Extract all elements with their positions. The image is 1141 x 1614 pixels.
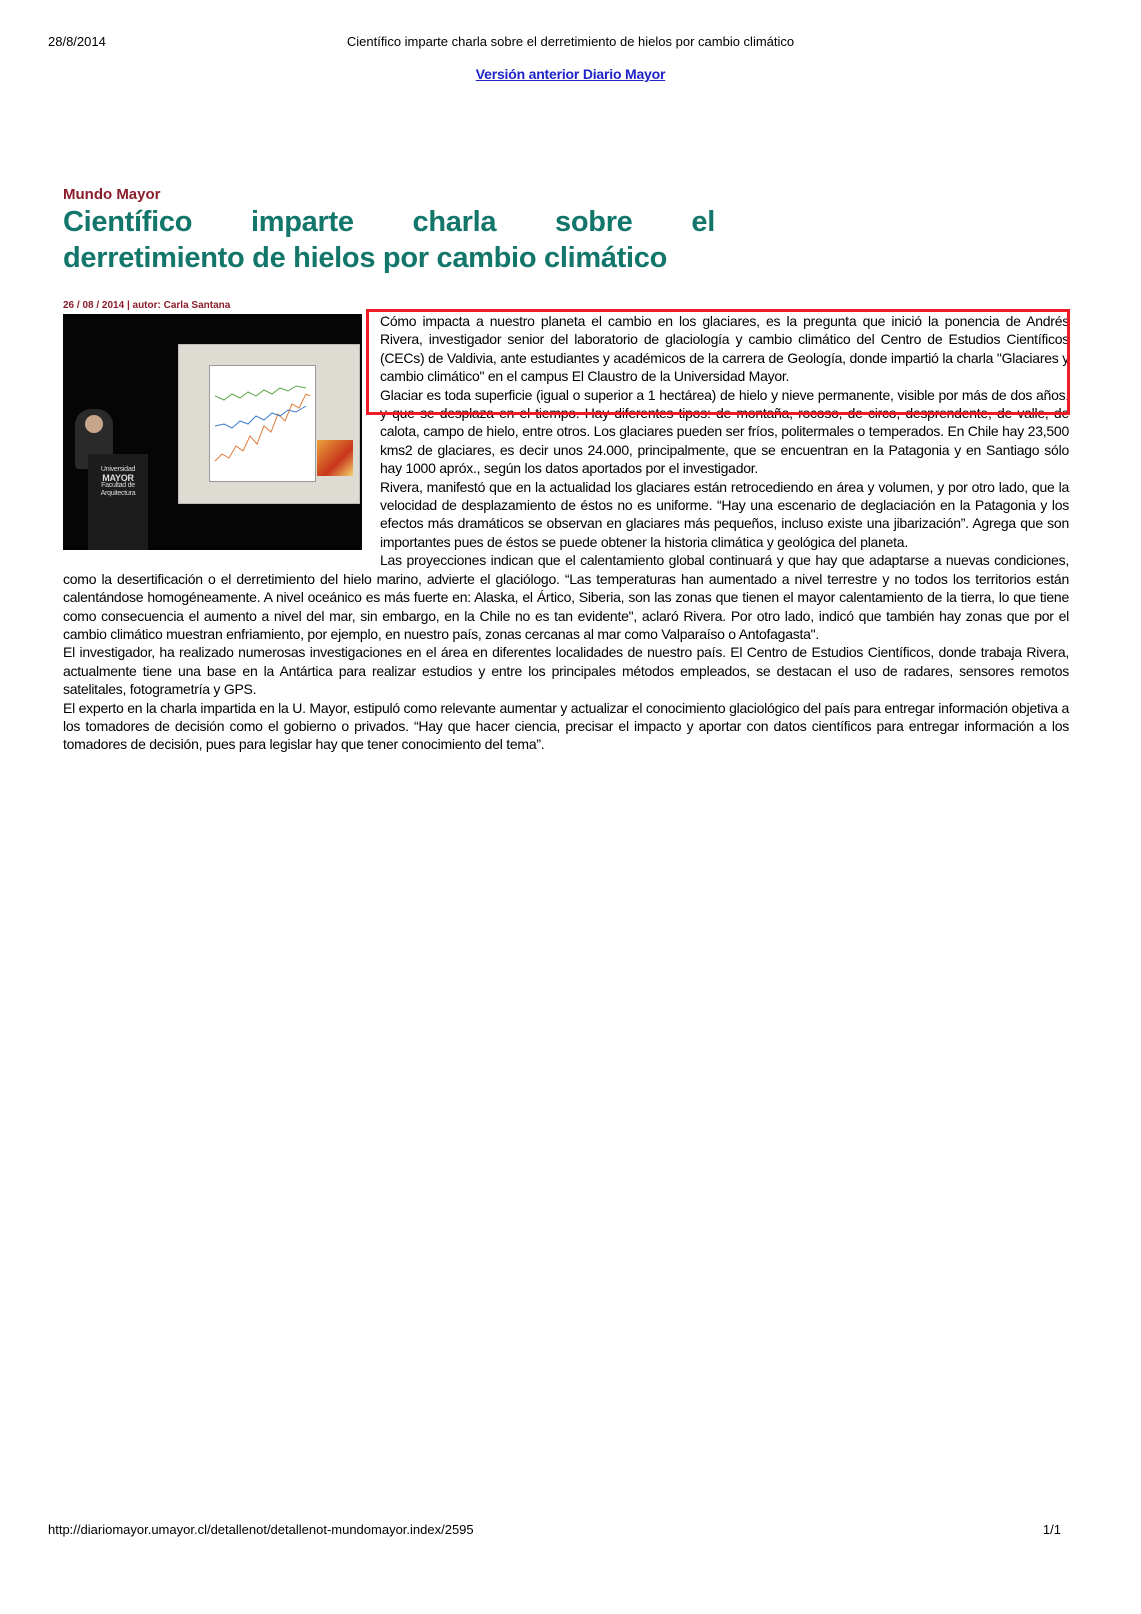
logo-line: Facultad de Arquitectura [100,482,136,497]
headline-word: charla [412,206,497,238]
article-paragraph: Las proyecciones indican que el calentamiento global continuará y que hay que adaptarse a nuevas condiciones, como la desertificación o el derretimiento del hielo marino, advierte el glaciólogo. “Las temperaturas han aumentado a nivel terrestre y no todos los territorios están calentándose homogéneamente. A nivel oceánico es más fuerte en: Alaska, el Ártico, Siberia, son las zonas que tienen el mayor calentamiento de la tierra, lo que tiene como consecuencia el aumento a nivel del mar, sin embargo, en la Chile no es tan evidente", aclaró Rivera. Por otro lado, indicó que también hay zonas que por el cambio climático muestran enfriamiento, por ejemplo, en nuestro país, zonas cercanas al mar como Valparaíso o Antofagasta". [63,552,1069,642]
print-footer-url: http://diariomayor.umayor.cl/detallenot/detallenot-mundomayor.index/2595 [48,1522,474,1537]
article-paragraph: Glaciar es toda superficie (igual o superior a 1 hectárea) de hielo y nieve permanente, visible por más de dos años, y que se desplaza en el tiempo. Hay diferentes tipos: de montaña, rocoso, de circo, desprendente, de valle, de calota, campo de hielo, entre otros. Los glaciares pueden ser fríos, politermales o temperados. En Chile hay 23,500 kms2 de glaciares, es decir unos 24.000, principalmente, que se encuentran en la Patagonia y en Santiago sólo hay 1000 apróx., según los datos aportados por el investigador. [380,386,1069,477]
print-page-title: Científico imparte charla sobre el derretimiento de hielos por cambio climático [346,34,795,49]
page-number: 1/1 [1042,1522,1061,1537]
projection-screen [178,344,360,504]
headline-line-2: derretimiento de hielos por cambio climático [63,242,667,274]
article-paragraph: El investigador, ha realizado numerosas investigaciones en el área en diferentes localidades de nuestro país. El Centro de Estudios Científicos, donde trabaja Rivera, actualmente tiene una base en la Antártica para realizar estudios y entre los principales métodos empleados, se destacan el uso de radares, sensores remotos satelitales, fotogrametría y GPS. [63,644,1069,698]
article-paragraph: El experto en la charla impartida en la U. Mayor, estipuló como relevante aumentar y actualizar el conocimiento glaciológico del país para entregar información objetiva a los tomadores de decisión como el gobierno o privados. “Hay que hacer ciencia, precisar el impacto y aportar con datos científicos para entregar información a los tomadores de decisión, pues para legislar hay que tener conocimiento del tema”. [63,699,1069,753]
projected-chart [209,365,316,482]
headline-word: imparte [250,206,354,238]
headline-word: Científico [63,206,193,238]
logo-line: MAYOR [102,473,134,483]
logo-line: Universidad [100,466,136,473]
article-paragraph: Rivera, manifestó que en la actualidad los glaciares están retrocediendo en área y volumen, y por otro lado, que la velocidad de desplazamiento de éstos no es uniforme. “Hay una escenario de deglaciación en la Patagonia y los efectos más dramáticos se observan en glaciares más pequeños, incluso existe una jibarización”. Agrega que son importantes pues de éstos se puede obtener la historia climática y geológica del planeta. [380,478,1069,550]
lecture-photo [63,314,362,550]
speaker-face [85,415,103,433]
university-logo [88,466,148,498]
print-date: 28/8/2014 [48,34,106,49]
previous-version-link[interactable]: Versión anterior Diario Mayor [475,66,666,82]
projected-chart-lines [210,366,315,481]
section-label: Mundo Mayor [63,186,161,203]
headline-word: el [691,206,715,238]
byline: 26 / 08 / 2014 | autor: Carla Santana [63,300,231,311]
headline-line-1 [63,204,715,240]
article-body [63,312,1069,754]
article-headline [63,204,715,276]
lectern [88,454,148,550]
headline-word: sobre [555,206,633,238]
article-paragraph: Cómo impacta a nuestro planeta el cambio en los glaciares, es la pregunta que inició la ponencia de Andrés Rivera, investigador senior del laboratorio de glaciología y cambio climático del Centro de Estudios Científicos (CECs) de Valdivia, ante estudiantes y académicos de la carrera de Geología, donde impartió la charla "Glaciares y cambio climático" en el campus El Claustro de la Universidad Mayor. [380,313,1069,385]
projected-heatmap [317,440,353,476]
